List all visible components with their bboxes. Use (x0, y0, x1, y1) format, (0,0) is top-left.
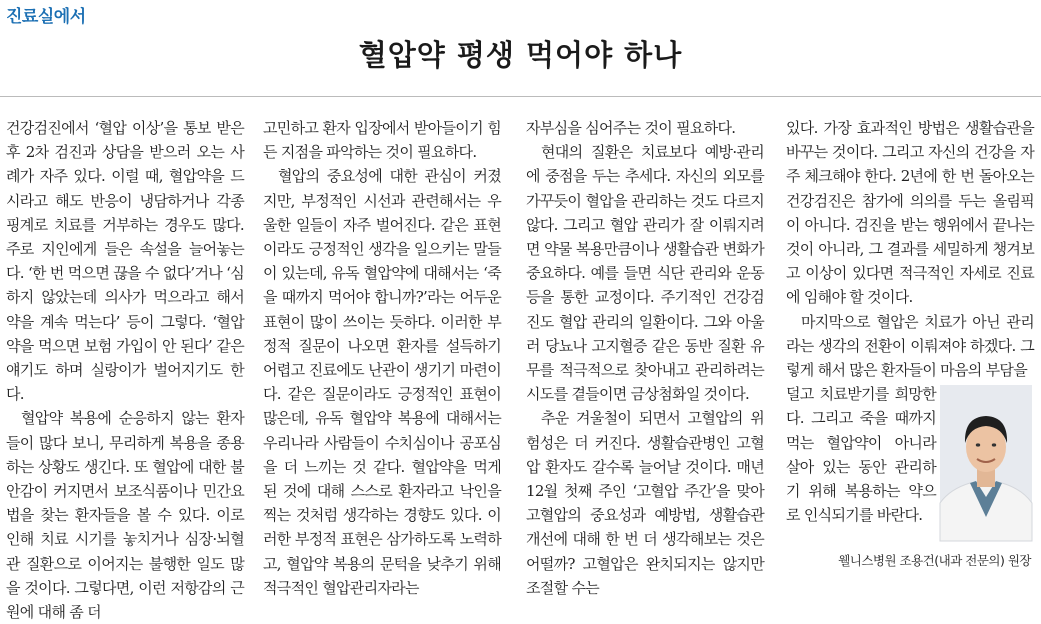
paragraph: 추운 겨울철이 되면서 고혈압의 위험성은 더 커진다. 생활습관병인 고혈압 환자도 갈수록 늘어날 것이다. 매년 12월 첫째 주인 ‘고혈압 주간’을 맞아 고혈압의 중요성과 예방법, 생활습관 개선에 대해 한 번 더 생각해보는 것은 어떨까? 고혈압은 완치되지는 않지만 조절할 수는 (526, 409, 764, 597)
paragraph: 마지막으로 혈압은 치료가 아닌 관리라는 생각의 전환이 이뤄져야 하겠다. 그렇게 해서 많은 환자들이 마음의 부담을 (786, 312, 1034, 380)
author-photo (940, 385, 1032, 541)
article-column-1 (6, 116, 244, 622)
paragraph: 건강검진에서 ‘혈압 이상’을 통보 받은 후 2차 검진과 상담을 받으러 오는 사례가 자주 있다. 이럴 때, 혈압약을 드시라고 해도 반응이 냉담하거나 각종 핑계로 치료를 거부하는 경우도 많다. 주로 지인에게 들은 속설을 늘어놓는다. ‘한 번 먹으면 끊을 수 없다’거나 ‘심하지 않았는데 의사가 먹으라고 해서 약을 계속 먹는다’ 등이 그렇다. ‘혈압약을 먹으면 보험 가입이 안 된다’ 같은 얘기도 하며 실랑이가 벌어지기도 한다. (6, 119, 244, 404)
paragraph: 혈압의 중요성에 대한 관심이 커졌지만, 부정적인 시선과 관련해서는 우울한 일들이 자주 벌어진다. 같은 표현이라도 긍정적인 생각을 일으키는 말들이 있는데, 유독 혈압약에 대해서는 ‘죽을 때까지 먹어야 합니까?’라는 어두운 표현이 많이 쓰이는 듯하다. 이러한 부정적 질문이 나오면 환자를 설득하기 어렵고 진료에도 난관이 생기기 마련이다. 같은 질문이라도 긍정적인 표현이 많은데, 유독 혈압약 복용에 대해서는 우리나라 사람들이 수치심이나 공포심을 더 느끼는 것 같다. 혈압약을 먹게 된 것에 대해 스스로 환자라고 낙인을 찍는 것처럼 생각하는 경향도 있다. 이러한 부정적 표현은 삼가하도록 노력하고, 혈압약 복용의 문턱을 낮추기 위해 적극적인 혈압관리자라는 (263, 167, 501, 597)
paragraph: 현대의 질환은 치료보다 예방·관리에 중점을 두는 추세다. 자신의 외모를 가꾸듯이 혈압을 관리하는 것도 다르지 않다. 그리고 혈압 관리가 잘 이뤄지려면 약물 복용만큼이나 생활습관 변화가 중요하다. 예를 들면 식단 관리와 운동 등을 통한 교정이다. 주기적인 건강검진도 혈압 관리의 일환이다. 그와 아울러 당뇨나 고지혈증 같은 동반 질환 유무를 적극적으로 찾아내고 관리하려는 시도를 곁들이면 금상첨화일 것이다. (526, 143, 764, 404)
headline: 혈압약 평생 먹어야 하나 (358, 38, 683, 72)
paragraph: 있다. 가장 효과적인 방법은 생활습관을 바꾸는 것이다. 그리고 자신의 건강을 자주 체크해야 한다. 2년에 한 번 돌아오는 건강검진은 참가에 의의를 두는 올림픽이 아니다. 검진을 받는 행위에서 끝나는 것이 아니라, 그 결과를 세밀하게 챙겨보고 이상이 있다면 적극적인 자세로 진료에 임해야 할 것이다. (786, 119, 1034, 307)
paragraph: 덜고 치료받기를 희망한다. 그리고 죽을 때까지 먹는 혈압약이 아니라 살아 있는 동안 관리하기 위해 복용하는 약으로 인식되기를 바란다. (786, 385, 936, 525)
paragraph: 고민하고 환자 입장에서 받아들이기 힘든 지점을 파악하는 것이 필요하다. (263, 119, 501, 162)
paragraph: 혈압약 복용에 순응하지 않는 환자들이 많다 보니, 무리하게 복용을 종용하는 상황도 생긴다. 또 혈압에 대한 불안감이 커지면서 보조식품이나 민간요법을 찾는 환자들을 볼 수 있다. 이로 인해 치료 시기를 놓치거나 심장·뇌혈관 질환으로 이어지는 불행한 일도 많을 것이다. 그렇다면, 이런 저항감의 근원에 대해 좀 더 (6, 409, 244, 622)
article-column-3 (526, 116, 764, 597)
doctor-portrait-icon (940, 385, 1032, 541)
paragraph: 자부심을 심어주는 것이 필요하다. (526, 119, 736, 137)
article-column-2 (263, 116, 501, 597)
headline-divider (0, 96, 1041, 97)
section-label: 진료실에서 (6, 7, 86, 27)
author-byline: 웰니스병원 조용건(내과 전문의) 원장 (838, 553, 1031, 568)
